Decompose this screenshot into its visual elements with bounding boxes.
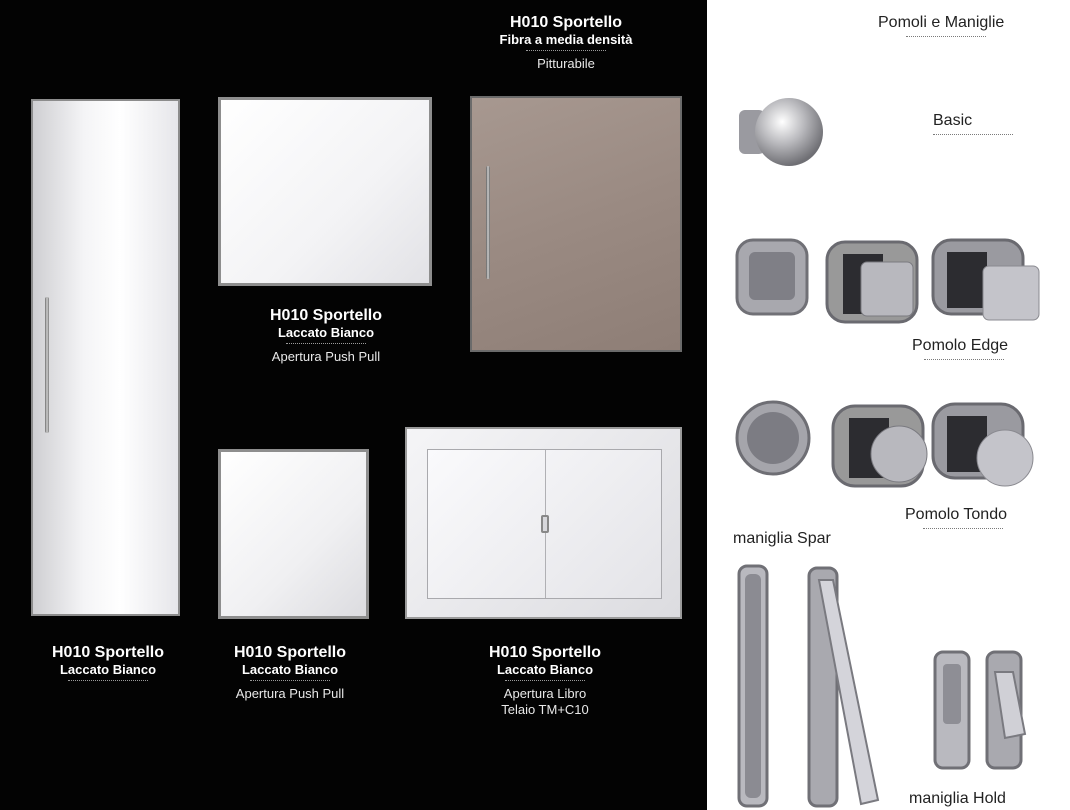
basic-knob-icon — [731, 88, 831, 178]
basic-label — [933, 112, 1013, 135]
label-divider — [933, 134, 1013, 135]
round-knob-icon — [733, 396, 1043, 496]
caption-divider — [505, 680, 585, 681]
caption-subtitle: Fibra a media densità — [499, 32, 633, 47]
door-small-white-pushpull — [218, 449, 369, 619]
door-tall-white — [31, 99, 180, 616]
basic-label-text: Basic — [933, 112, 973, 129]
label-divider — [923, 528, 1003, 529]
door-handle-bar — [486, 166, 490, 279]
door-handle-bar — [45, 297, 49, 433]
hardware-panel — [707, 0, 1070, 810]
caption-title: H010 Sportello — [269, 307, 383, 324]
hold-label-text: maniglia Hold — [909, 790, 1006, 807]
caption-title: H010 Sportello — [488, 644, 602, 661]
caption-divider — [526, 50, 606, 51]
hold-handle-icon — [931, 648, 1031, 773]
tondo-label — [905, 506, 1007, 529]
caption-title: H010 Sportello — [233, 644, 347, 661]
caption-subtitle: Laccato Bianco — [241, 662, 339, 677]
door-book-inner-frame — [427, 449, 662, 599]
caption-pushpull-door — [206, 307, 446, 365]
hold-label — [909, 790, 1006, 808]
door-book-handle — [541, 515, 549, 533]
tondo-label-text: Pomolo Tondo — [905, 506, 1007, 523]
door-book-opening — [405, 427, 682, 619]
edge-label-text: Pomolo Edge — [912, 337, 1009, 354]
door-square-white-pushpull — [218, 97, 432, 286]
hardware-heading-text: Pomoli e Maniglie — [878, 14, 1005, 31]
edge-label — [912, 337, 1008, 360]
spar-label-text: maniglia Spar — [733, 530, 831, 547]
caption-small-door — [170, 644, 410, 702]
caption-divider — [68, 680, 148, 681]
caption-note: Pitturabile — [537, 56, 595, 71]
caption-note: Apertura Push Pull — [235, 686, 345, 701]
caption-subtitle: Laccato Bianco — [277, 325, 375, 340]
caption-note: Apertura Push Pull — [271, 349, 381, 364]
caption-title: H010 Sportello — [509, 14, 623, 31]
door-mdf-paintable — [470, 96, 682, 352]
hardware-heading — [878, 14, 1004, 37]
caption-divider — [250, 680, 330, 681]
caption-note: Apertura Libro — [503, 686, 587, 701]
caption-subtitle: Laccato Bianco — [496, 662, 594, 677]
caption-subtitle: Laccato Bianco — [59, 662, 157, 677]
spar-handle-icon — [733, 560, 893, 810]
caption-mdf-door — [446, 14, 686, 72]
edge-knob-icon — [733, 232, 1043, 332]
caption-note-2: Telaio TM+C10 — [501, 702, 589, 717]
caption-divider — [286, 343, 366, 344]
spar-label — [733, 530, 831, 548]
heading-divider — [906, 36, 986, 37]
caption-title: H010 Sportello — [51, 644, 165, 661]
label-divider — [924, 359, 1004, 360]
caption-book-door — [425, 644, 665, 718]
